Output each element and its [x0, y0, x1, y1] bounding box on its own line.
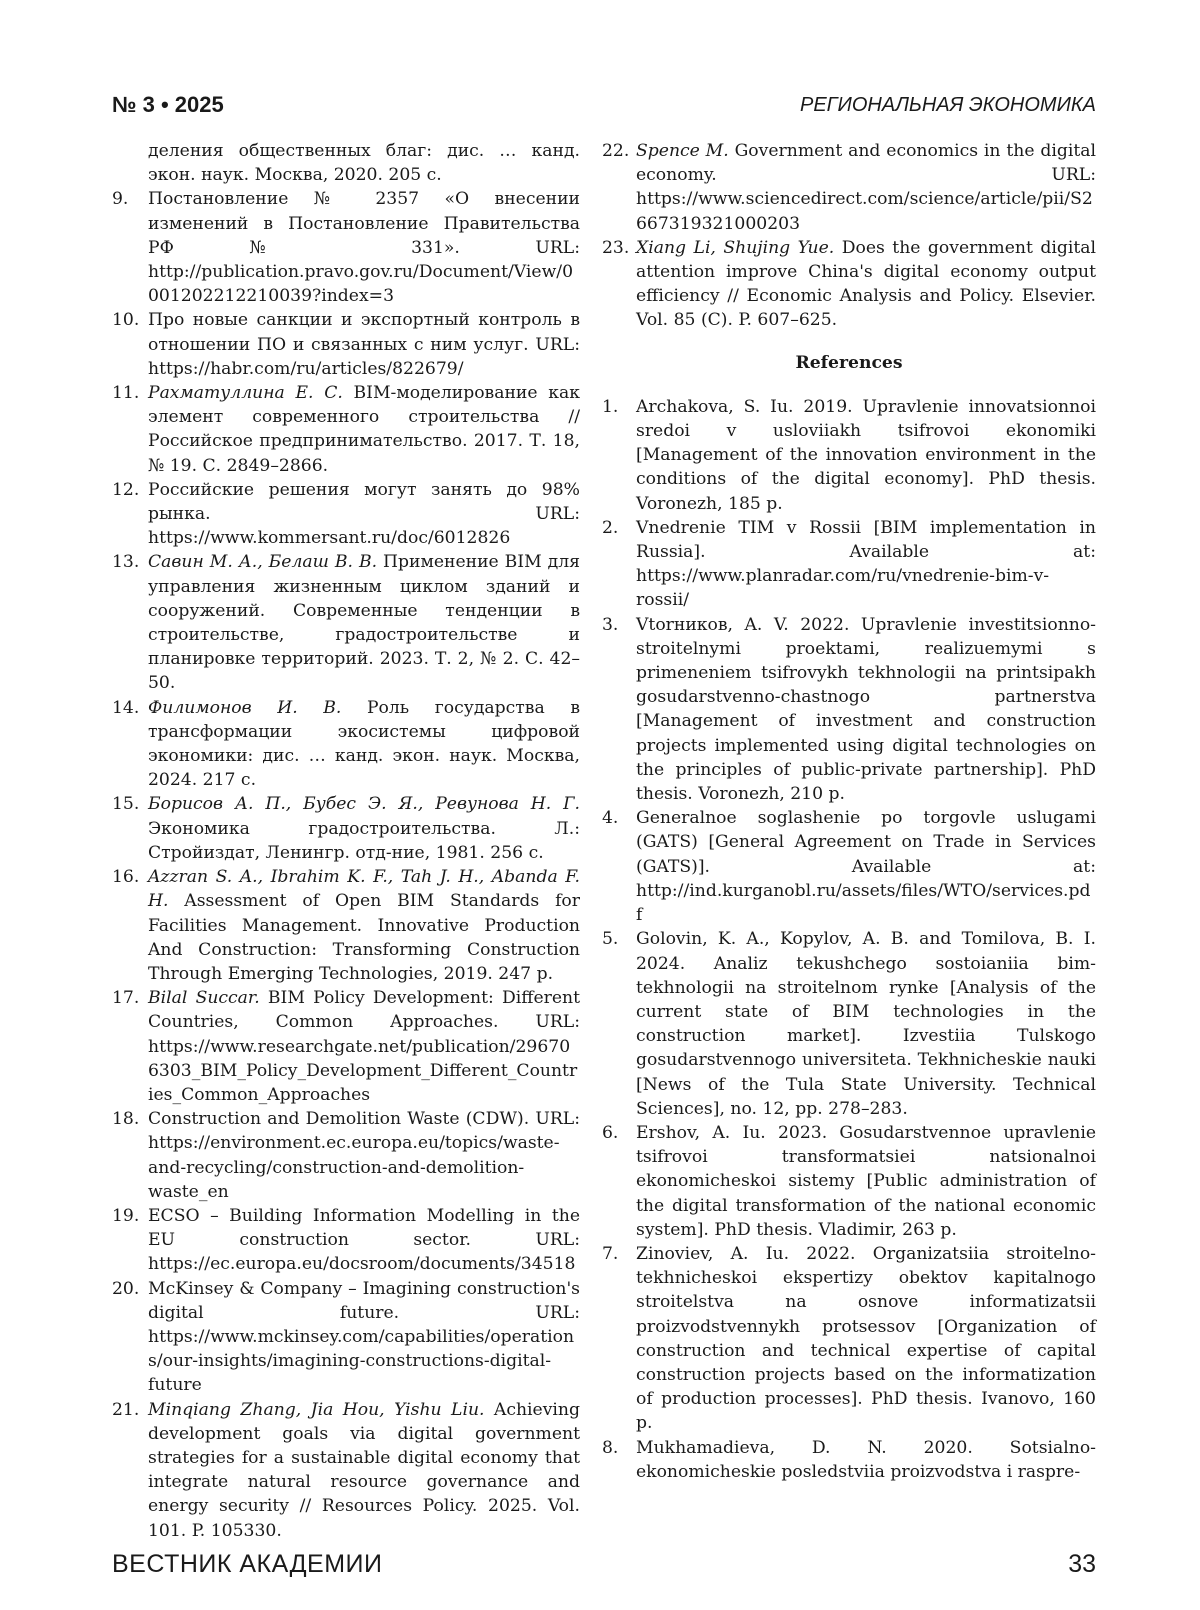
reference-item — [602, 236, 1096, 333]
reference-number: 1. — [602, 396, 619, 417]
reference-item — [112, 696, 580, 793]
reference-number: 18. — [112, 1109, 140, 1130]
reference-body — [636, 806, 1096, 927]
reference-item — [602, 1121, 1096, 1242]
reference-number: 10. — [112, 310, 140, 331]
reference-author: Xiang Li, Shujing Yue. — [636, 237, 835, 258]
reference-number: 3. — [602, 614, 619, 635]
reference-item — [602, 1436, 1096, 1484]
reference-text: Применение BIM для управления жизненным циклом зданий и сооружений. Современные тенденции в строительстве, градостроительстве и планировке территорий. 2023. Т. 2, № 2. С. 42–50. — [148, 552, 581, 694]
reference-text: Golovin, K. A., Kopylov, A. B. and Tomilova, B. I. 2024. Analiz tekushchego sostoianiia bim-tekhnologii na stroitelnom rynke [Analysis of the current state of BIM technologies in the construction market]. Izvestiia Tulskogo gosudarstvennogo universiteta. Tekhnicheskie nauki [News of the Tula State University. Technical Sciences], no. 12, pp. 278–283. — [636, 929, 1096, 1119]
reference-author: Azzran S. A., Ibrahim K. F., Tah J. H., Abanda F. H. — [148, 867, 580, 912]
reference-author: Филимонов И. В. — [148, 697, 342, 718]
reference-text: Про новые санкции и экспортный контроль в отношении ПО и связанных с ним услуг. URL: https://habr.com/ru/articles/822679/ — [148, 310, 580, 379]
reference-body — [636, 927, 1096, 1121]
reference-number: 11. — [112, 383, 140, 404]
reference-body — [636, 139, 1096, 236]
reference-number: 21. — [112, 1399, 140, 1420]
reference-author: Рахматуллина Е. С. — [148, 383, 343, 404]
reference-item — [602, 927, 1096, 1121]
reference-text: Vtorников, A. V. 2022. Upravlenie investitsionno-stroitelnymi proektami, realizuemymi s primeneniem tsifrovykh tekhnologii na printsipakh gosudarstvenno-chastnogo partnerstva [Management of investment and construction projects implemented using digital technologies on the principles of public-private partnership]. PhD thesis. Voronezh, 210 p. — [636, 614, 1096, 805]
reference-item — [112, 1277, 580, 1398]
reference-body — [636, 395, 1096, 516]
reference-item — [602, 1242, 1096, 1436]
reference-text: ECSO – Building Information Modelling in the EU construction sector. URL: https://ec.europa.eu/docsroom/documents/34518 — [148, 1205, 580, 1275]
reference-continuation: деления общественных благ: дис. … канд. экон. наук. Москва, 2020. 205 с. — [148, 141, 580, 186]
reference-item — [112, 308, 580, 381]
reference-body — [148, 865, 580, 986]
reference-text: Generalnoe soglashenie po torgovle uslugami (GATS) [General Agreement on Trade in Services (GATS)]. Available at: http://ind.kurganobl.ru/assets/files/WTO/services.pdf — [636, 808, 1096, 926]
reference-author: Bilal Succar. — [148, 988, 260, 1009]
reference-number: 15. — [112, 794, 140, 815]
references-list — [602, 395, 1096, 1484]
reference-item — [112, 1107, 580, 1204]
reference-text: BIM Policy Development: Different Countries, Common Approaches. URL: https://www.researchgate.net/publication/296706303_BIM_Policy_Development_Different_Countries_Common_Approaches — [148, 988, 580, 1105]
reference-body — [148, 187, 580, 308]
reference-number: 6. — [602, 1122, 619, 1143]
reference-text: Zinoviev, A. Iu. 2022. Organizatsiia stroitelno-tekhnicheskoi ekspertizy obektov kapitalnogo stroitelstva na osnove informatizatsii proizvodstvennykh protsessov [Organization of construction and technical expertise of capital construction projects based on the informatization of production processes]. PhD thesis. Ivanovo, 160 p. — [636, 1243, 1096, 1434]
reference-author: Борисов А. П., Бубес Э. Я., Ревунова Н. Г. — [148, 794, 580, 815]
reference-text: Assessment of Open BIM Standards for Facilities Management. Innovative Production And Construction: Transforming Construction Through Emerging Technologies, 2019. 247 p. — [148, 891, 580, 984]
reference-number: 20. — [112, 1278, 140, 1299]
references-heading: References — [795, 352, 903, 373]
issue-number: № 3 • 2025 — [112, 92, 224, 117]
journal-name: ВЕСТНИК АКАДЕМИИ — [112, 1550, 383, 1578]
reference-body — [636, 1121, 1096, 1242]
reference-item — [112, 187, 580, 308]
left-reference-list — [112, 187, 580, 1542]
reference-number: 13. — [112, 552, 140, 573]
reference-body — [148, 986, 580, 1107]
reference-number: 7. — [602, 1243, 619, 1264]
reference-number: 9. — [112, 189, 129, 210]
reference-body — [148, 478, 580, 551]
journal-section-title: РЕГИОНАЛЬНАЯ ЭКОНОМИКА — [800, 94, 1096, 116]
reference-text: Mukhamadieva, D. N. 2020. Sotsialno-ekonomicheskie posledstviia proizvodstva i raspre- — [636, 1437, 1096, 1482]
reference-body — [636, 236, 1096, 333]
reference-body — [636, 1436, 1096, 1484]
reference-number: 14. — [112, 697, 140, 718]
reference-item — [112, 550, 580, 695]
reference-number: 12. — [112, 479, 140, 500]
reference-item — [112, 1398, 580, 1543]
reference-text: Government and economics in the digital economy. URL: https://www.sciencedirect.com/science/article/pii/S2667319321000203 — [636, 141, 1096, 234]
reference-body — [148, 1398, 580, 1543]
reference-number: 8. — [602, 1437, 619, 1458]
reference-item — [602, 395, 1096, 516]
reference-item — [112, 478, 580, 551]
reference-item — [112, 381, 580, 478]
reference-number: 17. — [112, 988, 140, 1009]
reference-text: BIM-моделирование как элемент современного строительства // Российское предпринимательство. 2017. Т. 18, № 19. С. 2849–2866. — [148, 383, 580, 476]
reference-body — [148, 1277, 580, 1398]
reference-body — [148, 1107, 580, 1204]
right-column — [602, 139, 1096, 1484]
reference-body — [636, 613, 1096, 807]
reference-number: 2. — [602, 517, 619, 538]
reference-body — [148, 381, 580, 478]
page-header — [112, 92, 1096, 126]
reference-text: Achieving development goals via digital government strategies for a sustainable digital economy that integrate natural resource governance and energy security // Resources Policy. 2025. Vol. 101. P. 105330. — [148, 1399, 580, 1541]
reference-item — [602, 516, 1096, 613]
reference-body — [148, 792, 580, 865]
right-reference-list — [602, 139, 1096, 333]
reference-item — [112, 1204, 580, 1277]
reference-number: 5. — [602, 929, 619, 950]
reference-text: Экономика градостроительства. Л.: Стройиздат, Ленингр. отд-ние, 1981. 256 с. — [148, 818, 580, 863]
reference-number: 16. — [112, 867, 140, 888]
reference-author: Spence M. — [636, 141, 729, 161]
page-number: 33 — [1068, 1550, 1096, 1578]
reference-text: Российские решения могут занять до 98% рынка. URL: https://www.kommersant.ru/doc/6012826 — [148, 479, 580, 549]
reference-text: Construction and Demolition Waste (CDW). URL: https://environment.ec.europa.eu/topics/waste-and-recycling/construction-and-demolition-waste_en — [148, 1109, 580, 1202]
reference-text: McKinsey & Company – Imagining construction's digital future. URL: https://www.mckinsey.com/capabilities/operations/our-insights/imagining-constructions-digital-future — [148, 1278, 580, 1396]
left-column — [112, 139, 580, 1543]
reference-body — [148, 696, 580, 793]
reference-number: 19. — [112, 1205, 140, 1226]
reference-text: Vnedrenie TIM v Rossii [BIM implementation in Russia]. Available at: https://www.planradar.com/ru/vnedrenie-bim-v-rossii/ — [636, 517, 1096, 611]
reference-item — [602, 613, 1096, 807]
reference-text: Does the government digital attention improve China's digital economy output efficiency // Economic Analysis and Policy. Elsevier. Vol. 85 (C). P. 607–625. — [636, 237, 1096, 331]
reference-number: 23. — [602, 237, 630, 258]
reference-number: 4. — [602, 808, 619, 829]
reference-body — [636, 1242, 1096, 1436]
reference-text: Роль государства в трансформации экосистемы цифровой экономики: дис. … канд. экон. наук. Москва, 2024. 217 с. — [148, 697, 580, 791]
reference-item — [602, 806, 1096, 927]
reference-item — [112, 986, 580, 1107]
reference-body — [148, 550, 580, 695]
reference-body — [148, 1204, 580, 1277]
reference-author: Савин М. А., Белаш В. В. — [148, 552, 378, 573]
reference-body — [636, 516, 1096, 613]
reference-text: Archakova, S. Iu. 2019. Upravlenie innovatsionnoi sredoi v usloviiakh tsifrovoi ekonomiki [Management of the innovation environment in the conditions of the digital economy]. PhD thesis. Voronezh, 185 p. — [636, 396, 1096, 514]
reference-item — [602, 139, 1096, 236]
reference-text: Ershov, A. Iu. 2023. Gosudarstvennoe upravlenie tsifrovoi transformatsiei natsionalnoi ekonomicheskoi sistemy [Public administration of the digital transformation of the national economic system]. PhD thesis. Vladimir, 263 p. — [636, 1122, 1096, 1240]
reference-text: Постановление № 2357 «О внесении изменений в Постановление Правительства РФ № 331». URL: http://publication.pravo.gov.ru/Document/View/0001202212210039?index=3 — [148, 189, 580, 307]
reference-body — [148, 308, 580, 381]
reference-number: 22. — [602, 141, 630, 161]
reference-item — [112, 792, 580, 865]
reference-item — [112, 865, 580, 986]
reference-author: Minqiang Zhang, Jia Hou, Yishu Liu. — [148, 1399, 485, 1420]
